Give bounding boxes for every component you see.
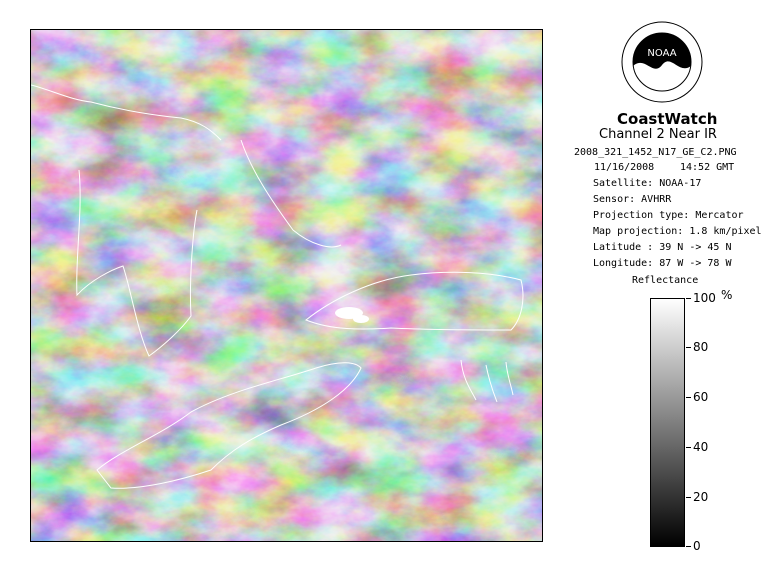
longitude-label: Longitude: 87 W -> 78 W xyxy=(593,258,732,269)
time-label: 14:52 GMT xyxy=(680,162,735,173)
channel-label: Channel 2 Near IR xyxy=(599,127,717,142)
colorbar-tick-label: 80 xyxy=(693,340,709,354)
colorbar-tick xyxy=(686,447,691,448)
colorbar-unit-label: % xyxy=(721,288,733,302)
date-label: 11/16/2008 xyxy=(594,162,655,173)
cloud-texture xyxy=(31,30,543,542)
colorbar-tick xyxy=(686,546,691,547)
filename-label: 2008_321_1452_N17_GE_C2.PNG xyxy=(574,147,737,158)
colorbar-tick-label: 0 xyxy=(693,539,701,553)
colorbar-tick xyxy=(686,298,691,299)
colorbar-tick-label: 60 xyxy=(693,390,709,404)
brand-title: CoastWatch xyxy=(617,110,718,128)
satellite-label: Satellite: NOAA-17 xyxy=(593,178,702,189)
svg-text:NOAA: NOAA xyxy=(647,48,677,59)
sensor-label: Sensor: AVHRR xyxy=(593,194,672,205)
colorbar-tick xyxy=(686,347,691,348)
projection-type-label: Projection type: Mercator xyxy=(593,210,744,221)
map-projection-label: Map projection: 1.8 km/pixel xyxy=(593,226,762,237)
colorbar-tick-label: 20 xyxy=(693,490,709,504)
legend-title: Reflectance xyxy=(632,275,699,286)
colorbar-tick xyxy=(686,397,691,398)
colorbar-tick-label: 40 xyxy=(693,440,709,454)
noaa-logo-icon xyxy=(621,21,703,103)
satellite-image-svg xyxy=(31,30,543,542)
colorbar-tick-label: 100 xyxy=(693,291,716,305)
latitude-label: Latitude : 39 N -> 45 N xyxy=(593,242,732,253)
reflectance-colorbar xyxy=(650,298,685,547)
colorbar-tick xyxy=(686,497,691,498)
satellite-image xyxy=(30,29,543,542)
